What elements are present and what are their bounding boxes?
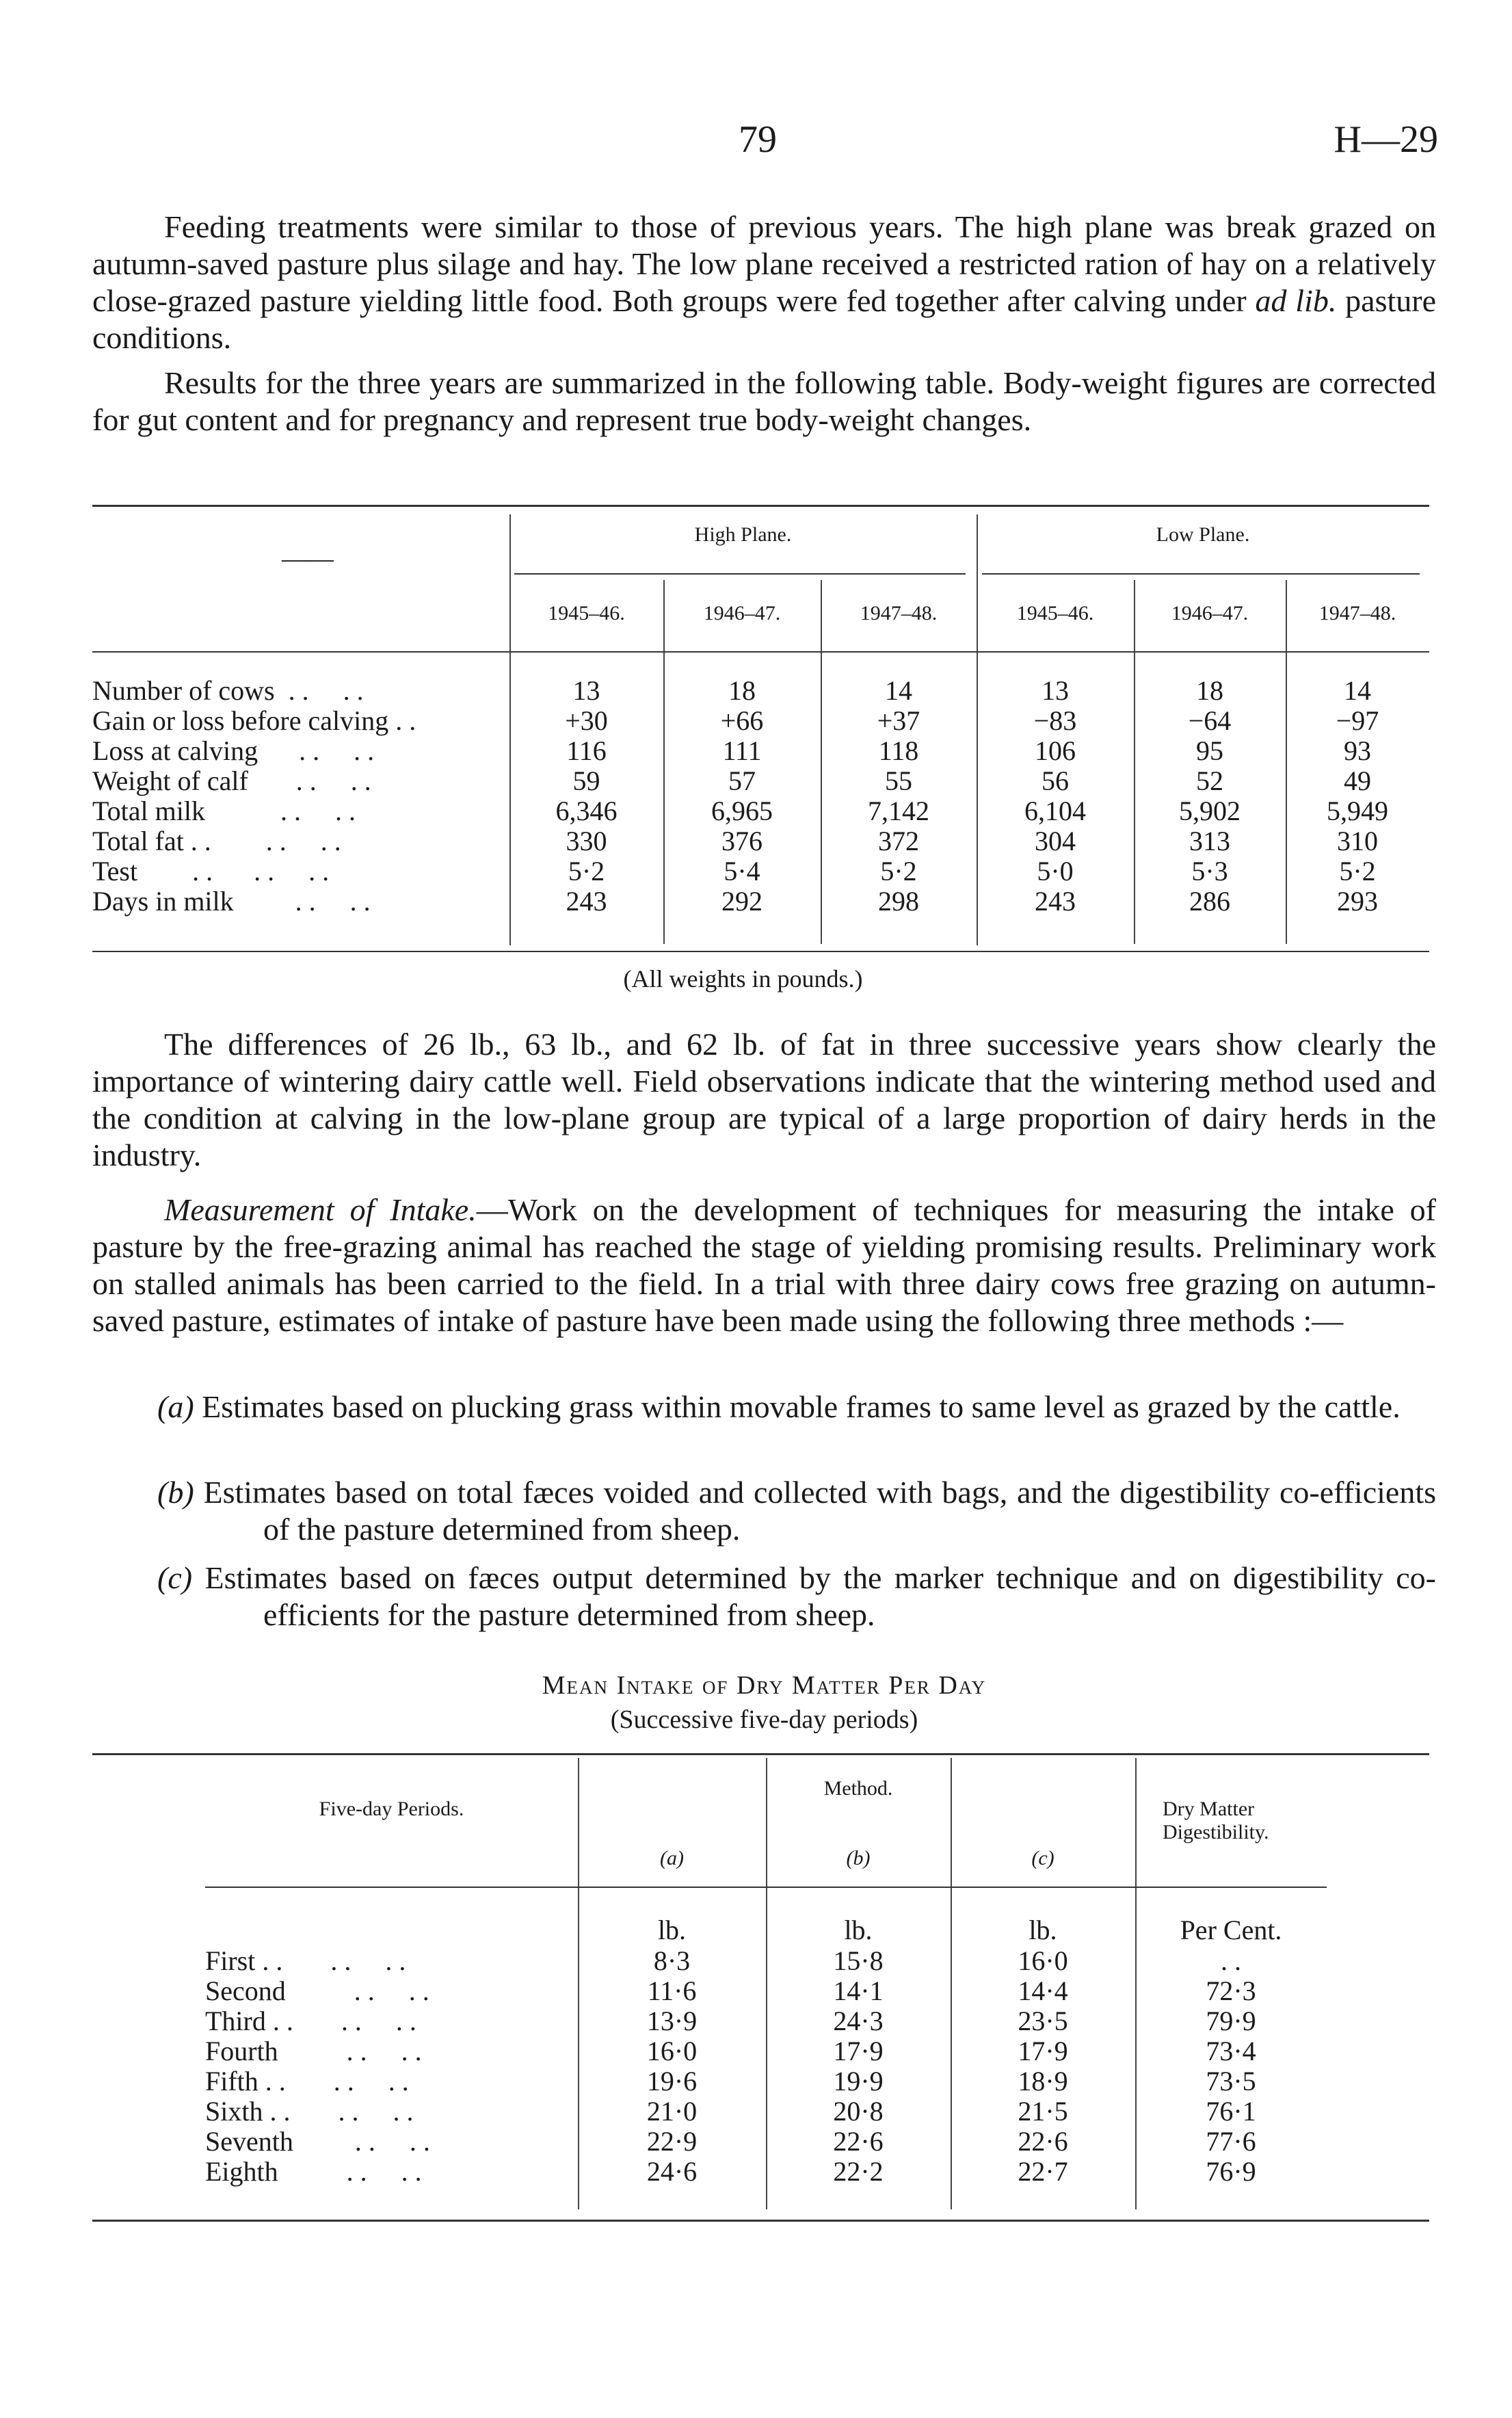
table2-cell: 16·0 <box>646 2036 698 2066</box>
table2-cell: 16·0 <box>1018 1945 1068 1976</box>
body-paragraph-differences: The differences of 26 lb., 63 lb., and 62 lb. of fat in three successive years show clearly the importance of wintering dairy cattle well. Field observations indicate that the wintering method used and the condition at calving in the low-plane group are typical of a large proportion of dairy herds in the industry. <box>92 1027 1436 1172</box>
table2-cell: 79·9 <box>1206 2006 1256 2036</box>
table2-cell: 20·8 <box>833 2096 884 2127</box>
table1-cell: 298 <box>878 886 919 917</box>
table2-cell: 22·2 <box>833 2156 884 2187</box>
table2-cell: 24·3 <box>833 2006 884 2036</box>
table1-cell: 6,965 <box>711 796 773 826</box>
method-c: (c) <box>1031 1847 1055 1869</box>
col-method: Method. <box>823 1777 893 1800</box>
table2-row-label: Fourth . . . . <box>205 2036 422 2066</box>
table2-cell: 76·9 <box>1206 2156 1256 2187</box>
table2-cell: 18·9 <box>1018 2066 1068 2097</box>
table1-cell: 56 <box>1042 765 1069 796</box>
table1-cell: +37 <box>877 705 920 736</box>
table1-cell: 313 <box>1189 826 1230 856</box>
table2-cell: 21·5 <box>1018 2096 1068 2127</box>
table1-cell: 292 <box>721 886 762 917</box>
table2-cell: 22·9 <box>646 2126 698 2157</box>
method-item-b: (b) Estimates based on total fæces voided and collected with bags, and the digestibility co-efficients of the pasture determined from sheep. <box>157 1475 1436 1547</box>
table1-row-label: Gain or loss before calving . . <box>92 705 416 736</box>
table2-cell: 22·6 <box>833 2126 884 2157</box>
table1-cell: 7,142 <box>868 796 929 826</box>
table2-cell: 17·9 <box>1018 2036 1068 2066</box>
table2-cell: 24·6 <box>646 2156 698 2187</box>
year-high-1946: 1946–47. <box>703 602 781 625</box>
intro-paragraph-1: Feeding treatments were similar to those of previous years. The high plane was break grazed on autumn-saved pasture plus silage and hay. The low plane received a restricted ration of hay on a relatively close-grazed pasture yielding little food. Both groups were fed together after calving under ad lib. pasture conditions. <box>92 209 1436 355</box>
unit-b: lb. <box>844 1915 873 1945</box>
table1-cell: 106 <box>1035 735 1076 766</box>
table1-cell: 6,104 <box>1024 796 1086 826</box>
col-digestibility-2: Digestibility. <box>1163 1821 1269 1843</box>
method-b: (b) <box>846 1847 871 1869</box>
page-code: H—29 <box>1334 118 1438 161</box>
year-low-1947: 1947–48. <box>1318 602 1396 625</box>
table1-cell: 55 <box>885 765 912 796</box>
table1-cell: 52 <box>1196 765 1223 796</box>
table1-cell: 18 <box>1196 675 1223 706</box>
table2-row-label: Eighth . . . . <box>205 2156 422 2187</box>
method-item-a: (a) Estimates based on plucking grass within movable frames to same level as grazed by the cattle. <box>157 1389 1401 1424</box>
table2-cell: 8·3 <box>653 1945 691 1976</box>
table2-row-label: Fifth . . . . . . <box>205 2066 409 2097</box>
group-high-plane: High Plane. <box>694 523 792 546</box>
table2-cell: 14·4 <box>1018 1975 1068 2006</box>
table2-cell: 76·1 <box>1206 2096 1256 2127</box>
table1-cell: 111 <box>722 735 762 766</box>
table1-cell: 5·2 <box>568 856 605 886</box>
intro-paragraph-2: Results for the three years are summarized in the following table. Body-weight figures are corrected for gut content and for pregnancy and represent true body-weight changes. <box>92 365 1436 437</box>
table1-cell: 310 <box>1337 826 1378 856</box>
unit-a: lb. <box>657 1915 687 1945</box>
table1-cell: 5·0 <box>1037 856 1074 886</box>
table2-row-label: Sixth . . . . . . <box>205 2096 414 2127</box>
table2-cell: 13·9 <box>646 2006 698 2036</box>
table1-cell: 243 <box>566 886 607 917</box>
table2-row-label: Seventh . . . . <box>205 2126 430 2157</box>
table1-cell: 6,346 <box>555 796 618 826</box>
table2-cell: . . <box>1221 1945 1241 1976</box>
table1-cell: 5·2 <box>880 856 917 886</box>
table1-cell: 5·3 <box>1191 856 1228 886</box>
table2-cell: 23·5 <box>1018 2006 1068 2036</box>
table1-row-label: Number of cows . . . . <box>92 675 364 706</box>
table2-cell: 19·6 <box>646 2066 698 2097</box>
table1-cell: 14 <box>1344 675 1371 706</box>
table1-cell: 5,949 <box>1327 796 1388 826</box>
table2-subtitle: (Successive five-day periods) <box>610 1705 918 1734</box>
table2-title: Mean Intake of Dry Matter Per Day <box>542 1671 987 1700</box>
year-high-1947: 1947–48. <box>860 602 938 625</box>
table1-cell: +66 <box>720 705 764 736</box>
table1-cell: 49 <box>1344 765 1371 796</box>
table1-cell: 372 <box>878 826 919 856</box>
table1-cell: 13 <box>1042 675 1069 706</box>
table1-cell: −97 <box>1336 705 1379 736</box>
table1-cell: 293 <box>1337 886 1378 917</box>
table1-cell: 304 <box>1035 826 1076 856</box>
table2-cell: 73·5 <box>1206 2066 1256 2097</box>
method-item-c: (c) Estimates based on fæces output determined by the marker technique and on digestibility co-efficients for the pasture determined from sheep. <box>157 1560 1437 1632</box>
table2-cell: 22·6 <box>1018 2126 1068 2157</box>
table1-cell: −64 <box>1188 705 1232 736</box>
table1-cell: 116 <box>566 735 607 766</box>
table1-row-label: Total fat . . . . . . <box>92 826 341 856</box>
page-number: 79 <box>739 118 777 161</box>
table1-cell: 95 <box>1196 735 1223 766</box>
intake-heading: Measurement of Intake. <box>164 1192 477 1227</box>
table2-cell: 77·6 <box>1206 2126 1256 2157</box>
intro-section <box>92 209 1436 438</box>
col-periods: Five-day Periods. <box>319 1798 464 1820</box>
table2-row-label: First . . . . . . <box>205 1945 406 1976</box>
table1-row-label: Total milk . . . . <box>92 796 356 826</box>
table1-cell: 5,902 <box>1179 796 1241 826</box>
table2-cell: 72·3 <box>1206 1975 1256 2006</box>
unit-c: lb. <box>1029 1915 1057 1945</box>
year-low-1945: 1945–46. <box>1016 602 1094 625</box>
table1-cell: 118 <box>878 735 919 766</box>
table2-cell: 11·6 <box>647 1975 697 2006</box>
table1-cell: 14 <box>885 675 912 706</box>
year-high-1945: 1945–46. <box>548 602 625 625</box>
table1-cell: 59 <box>572 765 600 796</box>
table1-cell: 5·2 <box>1339 856 1376 886</box>
table1-cell: 243 <box>1035 886 1076 917</box>
table1-cell: 57 <box>728 765 756 796</box>
table1-row-label: Weight of calf . . . . <box>92 765 371 796</box>
table1-dash: —— <box>282 544 334 573</box>
year-low-1946: 1946–47. <box>1171 602 1249 625</box>
table2-row-label: Third . . . . . . <box>205 2006 416 2036</box>
table2-cell: 17·9 <box>833 2036 884 2066</box>
table1-cell: 13 <box>572 675 600 706</box>
group-low-plane: Low Plane. <box>1156 523 1250 546</box>
table1-cell: −83 <box>1033 705 1077 736</box>
col-digestibility-1: Dry Matter <box>1163 1798 1255 1820</box>
unit-digest: Per Cent. <box>1180 1915 1282 1945</box>
table1-row-label: Days in milk . . . . <box>92 886 371 917</box>
table2-cell: 22·7 <box>1018 2156 1068 2187</box>
body-section <box>92 1026 1436 1339</box>
table1-cell: 5·4 <box>724 856 760 886</box>
table1-cell: 18 <box>728 675 756 706</box>
table2-cell: 15·8 <box>833 1945 884 1976</box>
table2-row-label: Second . . . . <box>205 1975 429 2006</box>
table2-cell: 73·4 <box>1206 2036 1256 2066</box>
table1-cell: 93 <box>1344 735 1371 766</box>
method-a: (a) <box>660 1847 684 1869</box>
table1-caption: (All weights in pounds.) <box>623 965 863 993</box>
table1-cell: +30 <box>565 705 608 736</box>
table1-row-label: Loss at calving . . . . <box>92 735 375 766</box>
body-paragraph-intake: Measurement of Intake.—Work on the development of techniques for measuring the intake of pasture by the free-grazing animal has reached the stage of yielding promising results. Preliminary work on stalled animals has been carried to the field. In a trial with three dairy cows free grazing on autumn-saved pasture, estimates of intake of pasture have been made using the following three methods :— <box>92 1192 1436 1338</box>
table1-row-label: Test . . . . . . <box>92 856 330 886</box>
table2-cell: 19·9 <box>833 2066 884 2097</box>
table1-cell: 376 <box>721 826 762 856</box>
table2-cell: 21·0 <box>646 2096 698 2127</box>
table1-cell: 286 <box>1189 886 1230 917</box>
table1-cell: 330 <box>566 826 607 856</box>
table2-cell: 14·1 <box>833 1975 884 2006</box>
